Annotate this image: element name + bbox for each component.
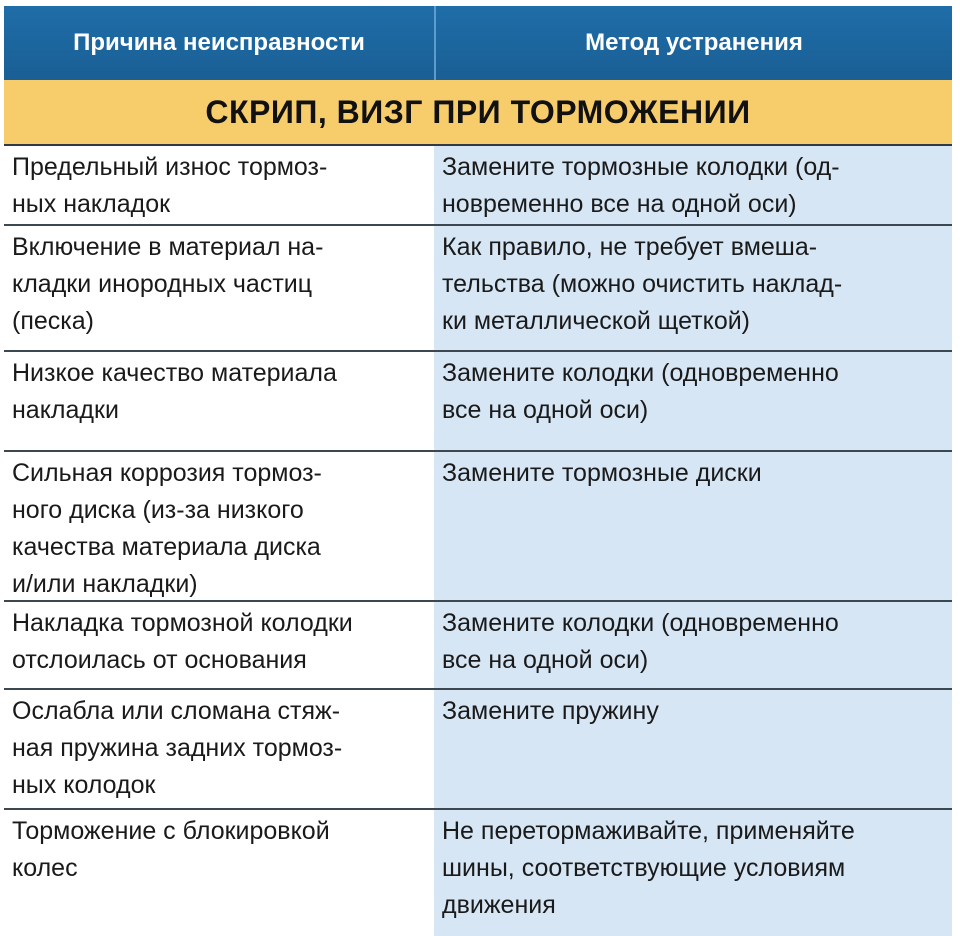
header-cause: Причина неисправности bbox=[4, 6, 436, 80]
table-row bbox=[4, 146, 952, 226]
table-row bbox=[4, 352, 952, 452]
fix-cell: Замените колодки (одновременно все на одной оси) bbox=[434, 602, 952, 688]
fix-cell: Замените колодки (одновременно все на одной оси) bbox=[434, 352, 952, 450]
fix-cell: Замените пружину bbox=[434, 690, 952, 808]
table-row bbox=[4, 810, 952, 936]
table-row bbox=[4, 452, 952, 602]
cause-cell: Включение в материал на- кладки инородных частиц (песка) bbox=[4, 226, 434, 350]
table-row bbox=[4, 602, 952, 690]
cause-cell: Предельный износ тормоз- ных накладок bbox=[4, 146, 434, 224]
cause-cell: Низкое качество материала накладки bbox=[4, 352, 434, 450]
cause-cell: Ослабла или сломана стяж- ная пружина задних тормоз- ных колодок bbox=[4, 690, 434, 808]
fix-cell: Не перетормаживайте, применяйте шины, соответствующие условиям движения bbox=[434, 810, 952, 936]
cause-cell: Сильная коррозия тормоз- ного диска (из-за низкого качества материала диска и/или накладки) bbox=[4, 452, 434, 600]
cause-cell: Накладка тормозной колодки отслоилась от основания bbox=[4, 602, 434, 688]
troubleshooting-table bbox=[4, 0, 952, 936]
fix-cell: Замените тормозные диски bbox=[434, 452, 952, 600]
table-row bbox=[4, 226, 952, 352]
table-row bbox=[4, 690, 952, 810]
table-header bbox=[4, 6, 952, 80]
fix-cell: Замените тормозные колодки (од- новременно все на одной оси) bbox=[434, 146, 952, 224]
fix-cell: Как правило, не требует вмеша- тельства (можно очистить наклад- ки металлической щеткой) bbox=[434, 226, 952, 350]
cause-cell: Торможение с блокировкой колес bbox=[4, 810, 434, 936]
header-fix: Метод устранения bbox=[585, 29, 803, 56]
table-body bbox=[4, 146, 952, 936]
section-title: СКРИП, ВИЗГ ПРИ ТОРМОЖЕНИИ bbox=[4, 80, 952, 146]
